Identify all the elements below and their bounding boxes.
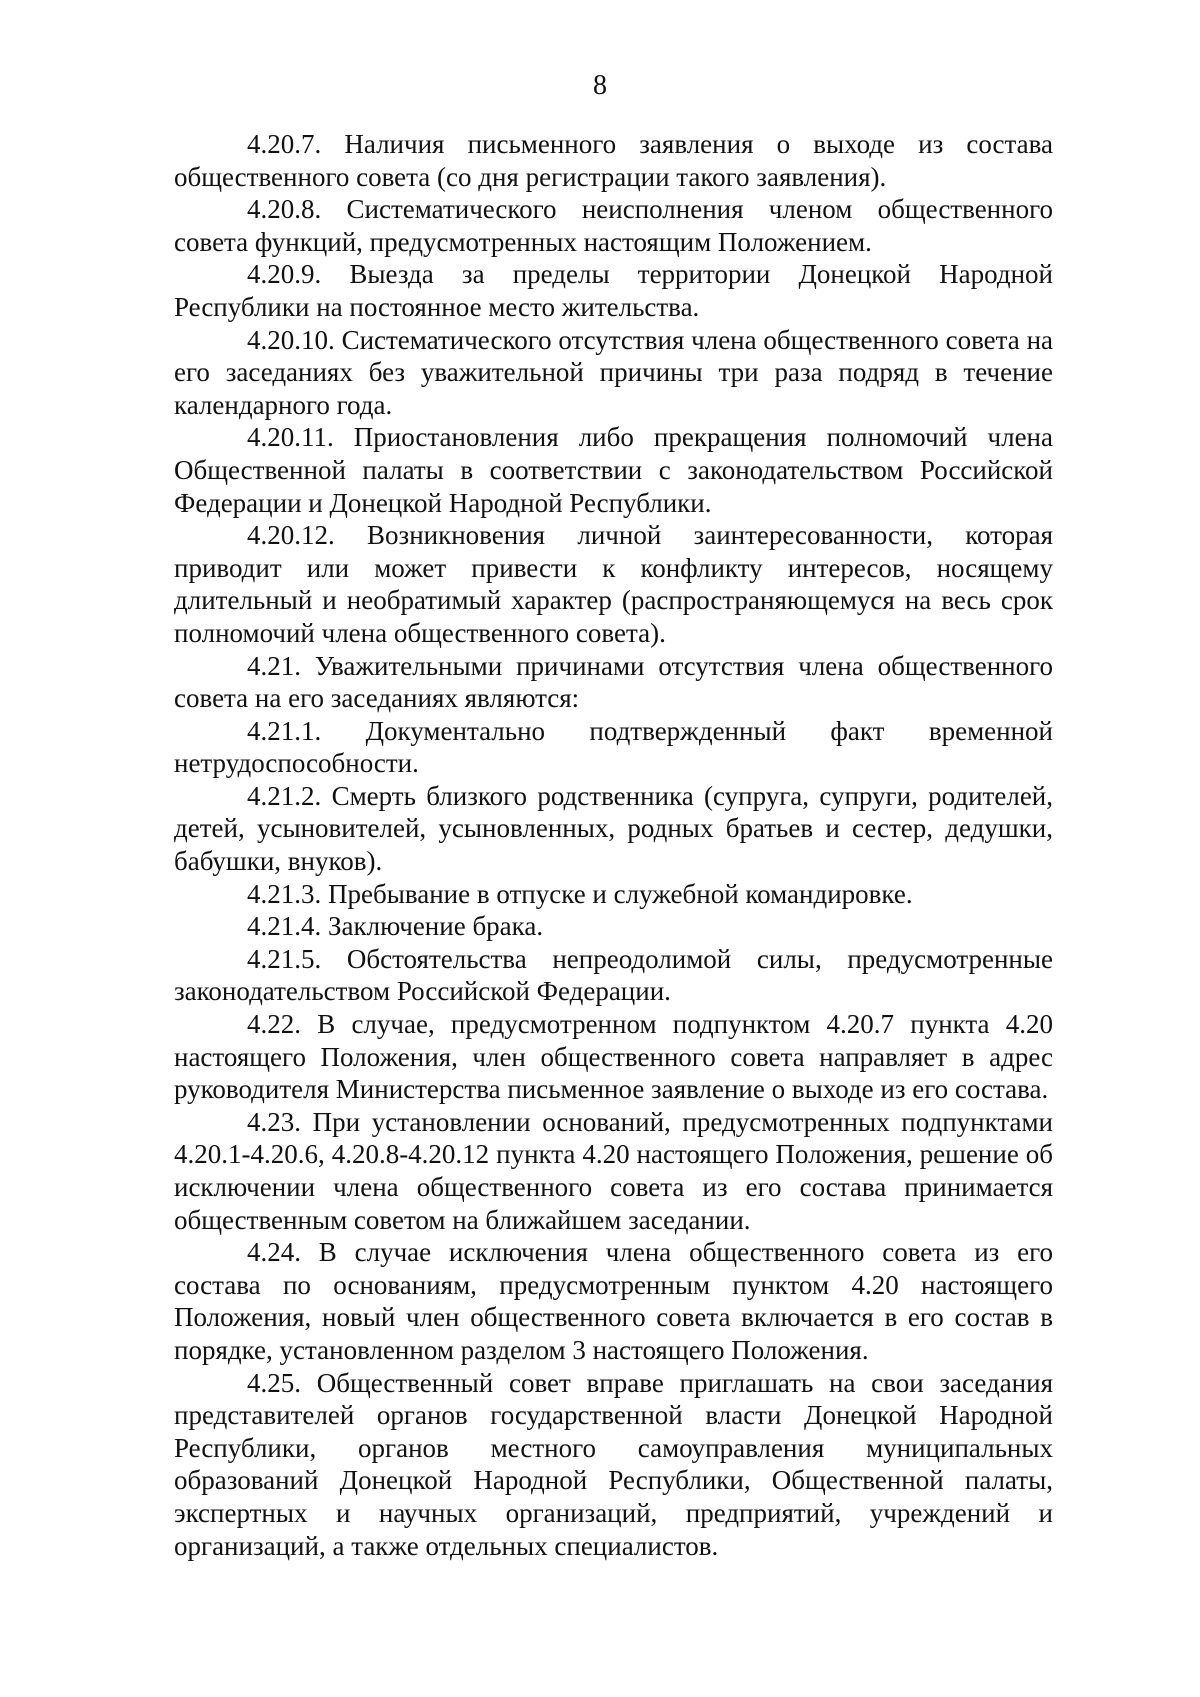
paragraph-4-21-5: 4.21.5. Обстоятельства непреодолимой силы, предусмотренные законодательством Российской Федерации. xyxy=(174,943,1053,1007)
paragraph-4-25: 4.25. Общественный совет вправе приглашать на свои заседания представителей органов государственной власти Донецкой Народной Республики, органов местного самоуправления муниципальных образований Донецкой Народной Республики, Общественной палаты, экспертных и научных организаций, предприятий, учреждений и организаций, а также отдельных специалистов. xyxy=(174,1367,1053,1561)
paragraph-4-21-3: 4.21.3. Пребывание в отпуске и служебной командировке. xyxy=(247,878,913,909)
paragraph-4-20-8: 4.20.8. Систематического неисполнения членом общественного совета функций, предусмотренных настоящим Положением. xyxy=(174,194,1053,257)
paragraph-4-21-2: 4.21.2. Смерть близкого родственника (супруга, супруги, родителей, детей, усыновителей, усыновленных, родных братьев и сестер, дедушки, бабушки, внуков). xyxy=(174,780,1053,877)
document-body xyxy=(174,128,1053,1562)
paragraph-4-20-7: 4.20.7. Наличия письменного заявления о выходе из состава общественного совета (со дня регистрации такого заявления). xyxy=(174,129,1053,192)
paragraph-4-20-9: 4.20.9. Выезда за пределы территории Донецкой Народной Республики на постоянное место жительства. xyxy=(174,259,1053,322)
paragraph-4-23: 4.23. При установлении оснований, предусмотренных подпунктами 4.20.1-4.20.6, 4.20.8-4.20.12 пункта 4.20 настоящего Положения, решение об исключении члена общественного совета из его состава принимается общественным советом на ближайшем заседании. xyxy=(174,1106,1053,1235)
paragraph-4-21: 4.21. Уважительными причинами отсутствия члена общественного совета на его заседаниях являются: xyxy=(174,650,1053,714)
paragraph-4-21-4: 4.21.4. Заключение брака. xyxy=(247,911,544,942)
paragraph-4-20-10: 4.20.10. Систематического отсутствия члена общественного совета на его заседаниях без уважительной причины три раза подряд в течение календарного года. xyxy=(174,324,1053,420)
paragraph-4-22: 4.22. В случае, предусмотренном подпунктом 4.20.7 пункта 4.20 настоящего Положения, член общественного совета направляет в адрес руководителя Министерства письменное заявление о выходе из его состава. xyxy=(174,1009,1053,1105)
paragraph-4-20-11: 4.20.11. Приостановления либо прекращения полномочий члена Общественной палаты в соответствии с законодательством Российской Федерации и Донецкой Народной Республики. xyxy=(174,422,1053,518)
paragraph-4-24: 4.24. В случае исключения члена общественного совета из его состава по основаниям, предусмотренным пунктом 4.20 настоящего Положения, новый член общественного совета включается в его состав в порядке, установленном разделом 3 настоящего Положения. xyxy=(174,1237,1053,1365)
paragraph-4-21-1: 4.21.1. Документально подтвержденный факт временной нетрудоспособности. xyxy=(174,715,1053,779)
page-number: 8 xyxy=(593,70,607,101)
paragraph-4-20-12: 4.20.12. Возникновения личной заинтересованности, которая приводит или может привести к конфликту интересов, носящему длительный и необратимый характер (распространяющемуся на весь срок полномочий члена общественного совета). xyxy=(174,520,1053,648)
